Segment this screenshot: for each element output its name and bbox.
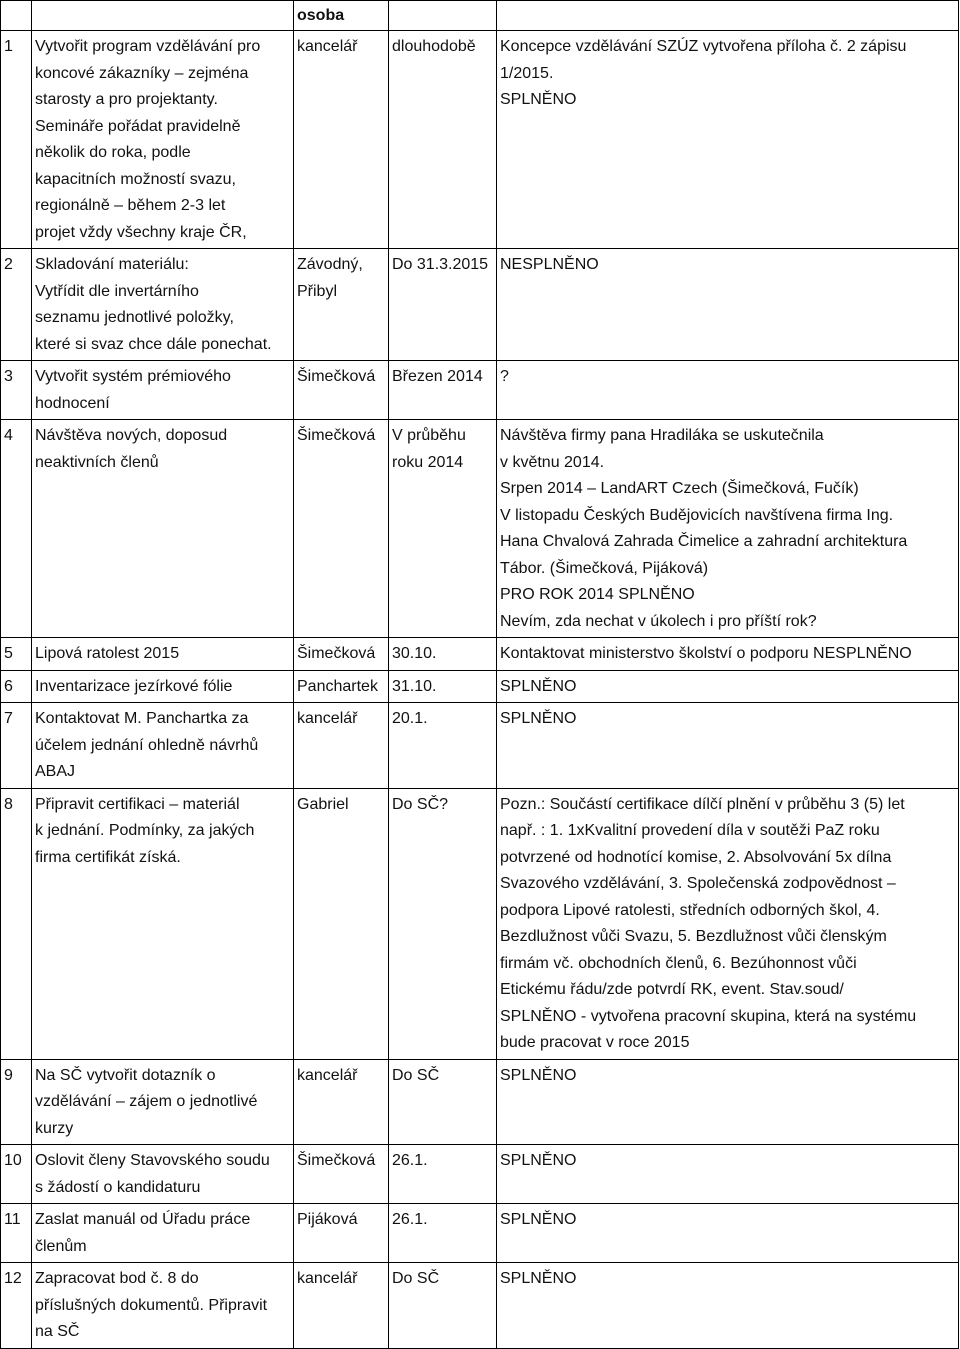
status-cell-line: potvrzené od hodnotící komise, 2. Absolvování 5x dílna bbox=[500, 848, 892, 866]
header-term-cell bbox=[389, 1, 497, 31]
term-cell-line: V průběhu bbox=[392, 427, 466, 444]
term-cell-line: 31.10. bbox=[392, 677, 437, 695]
status-cell-line: SPLNĚNO bbox=[500, 1152, 577, 1169]
person-cell-line: Šimečková bbox=[297, 368, 376, 385]
task-cell-line: Připravit certifikaci – materiál bbox=[35, 795, 240, 813]
task-cell bbox=[32, 788, 294, 1059]
person-cell-line: Přibyl bbox=[297, 282, 338, 300]
task-cell bbox=[32, 249, 294, 361]
table-row bbox=[1, 638, 959, 671]
row-number: 8 bbox=[1, 788, 32, 1059]
status-cell-line: SPLNĚNO bbox=[500, 91, 577, 108]
status-cell-line: SPLNĚNO bbox=[500, 710, 577, 727]
header-num-cell bbox=[1, 1, 32, 31]
row-number: 7 bbox=[1, 703, 32, 789]
term-cell-line: roku 2014 bbox=[392, 453, 464, 471]
term-cell bbox=[389, 249, 497, 361]
task-cell-line: Návštěva nových, doposud bbox=[35, 427, 228, 444]
status-cell bbox=[497, 249, 959, 361]
task-cell bbox=[32, 31, 294, 249]
task-cell-line: Na SČ vytvořit dotazník o bbox=[35, 1066, 216, 1084]
task-cell bbox=[32, 1263, 294, 1349]
term-cell-line: 26.1. bbox=[392, 1152, 428, 1169]
task-cell-line: Oslovit členy Stavovského soudu bbox=[35, 1152, 270, 1169]
table-row bbox=[1, 1059, 959, 1145]
task-cell-line: Vytvořit systém prémiového bbox=[35, 368, 231, 385]
task-cell-line: koncové zákazníky – zejména bbox=[35, 64, 249, 82]
term-cell-line: 20.1. bbox=[392, 710, 428, 727]
status-cell bbox=[497, 788, 959, 1059]
person-cell-line: Gabriel bbox=[297, 795, 349, 813]
table-row bbox=[1, 703, 959, 789]
status-cell bbox=[497, 1204, 959, 1263]
status-cell bbox=[497, 1059, 959, 1145]
status-cell-line: 1/2015. bbox=[500, 64, 554, 82]
row-number: 1 bbox=[1, 31, 32, 249]
person-cell bbox=[294, 1059, 389, 1145]
task-cell bbox=[32, 638, 294, 671]
term-cell-line: 30.10. bbox=[392, 645, 437, 662]
task-cell-line: příslušných dokumentů. Připravit bbox=[35, 1296, 268, 1314]
table-row bbox=[1, 420, 959, 638]
task-cell-line: Zapracovat bod č. 8 do bbox=[35, 1270, 199, 1287]
task-cell bbox=[32, 703, 294, 789]
row-number: 10 bbox=[1, 1145, 32, 1204]
task-cell bbox=[32, 1059, 294, 1145]
person-cell bbox=[294, 31, 389, 249]
table-row bbox=[1, 670, 959, 703]
row-number: 12 bbox=[1, 1263, 32, 1349]
task-cell-line: seznamu jednotlivé položky, bbox=[35, 309, 234, 326]
header-status-cell bbox=[497, 1, 959, 31]
status-cell-line: ? bbox=[500, 368, 509, 385]
term-cell bbox=[389, 638, 497, 671]
term-cell bbox=[389, 1263, 497, 1349]
table-row bbox=[1, 788, 959, 1059]
task-cell-line: vzdělávání – zájem o jednotlivé bbox=[35, 1093, 258, 1110]
task-cell-line: na SČ bbox=[35, 1323, 80, 1340]
term-cell-line: Do SČ bbox=[392, 1066, 440, 1084]
status-cell-line: firmám vč. obchodních členů, 6. Bezúhonnost vůči bbox=[500, 954, 857, 972]
status-cell-line: Návštěva firmy pana Hradiláka se uskutečnila bbox=[500, 427, 824, 444]
task-cell-line: Kontaktovat M. Panchartka za bbox=[35, 710, 249, 727]
status-cell-line: PRO ROK 2014 SPLNĚNO bbox=[500, 586, 695, 603]
status-cell bbox=[497, 31, 959, 249]
task-cell-line: několik do roka, podle bbox=[35, 144, 191, 161]
header-person-cell: osoba bbox=[294, 1, 389, 31]
status-cell bbox=[497, 703, 959, 789]
task-cell-line: Zaslat manuál od Úřadu práce bbox=[35, 1211, 251, 1228]
task-cell-line: firma certifikát získá. bbox=[35, 848, 181, 866]
task-cell-line: které si svaz chce dále ponechat. bbox=[35, 335, 272, 353]
task-cell-line: kurzy bbox=[35, 1119, 74, 1137]
status-cell bbox=[497, 1145, 959, 1204]
person-cell-line: kancelář bbox=[297, 1066, 358, 1084]
status-cell-line: např. : 1. 1xKvalitní provedení díla v soutěži PaZ roku bbox=[500, 822, 880, 839]
table-row bbox=[1, 1145, 959, 1204]
task-cell-line: Skladování materiálu: bbox=[35, 256, 189, 273]
task-cell-line: kapacitních možností svazu, bbox=[35, 170, 236, 188]
table-row bbox=[1, 31, 959, 249]
term-cell bbox=[389, 703, 497, 789]
table-row bbox=[1, 361, 959, 420]
row-number: 6 bbox=[1, 670, 32, 703]
task-cell bbox=[32, 420, 294, 638]
task-cell-line: hodnocení bbox=[35, 394, 110, 412]
term-cell bbox=[389, 1059, 497, 1145]
task-cell-line: projet vždy všechny kraje ČR, bbox=[35, 223, 247, 241]
status-cell-line: Tábor. (Šimečková, Pijáková) bbox=[500, 559, 709, 577]
status-cell-line: Svazového vzdělávání, 3. Společenská zodpovědnost – bbox=[500, 875, 896, 892]
term-cell-line: Do SČ? bbox=[392, 795, 449, 813]
table-header-row bbox=[1, 1, 959, 31]
person-cell-line: kancelář bbox=[297, 710, 358, 727]
term-cell bbox=[389, 31, 497, 249]
person-cell bbox=[294, 788, 389, 1059]
status-cell bbox=[497, 670, 959, 703]
status-cell bbox=[497, 1263, 959, 1349]
person-cell bbox=[294, 1145, 389, 1204]
status-cell-line: Kontaktovat ministerstvo školství o podporu NESPLNĚNO bbox=[500, 645, 912, 662]
person-cell bbox=[294, 1204, 389, 1263]
term-cell-line: 26.1. bbox=[392, 1211, 428, 1228]
status-cell-line: podpora Lipové ratolesti, středních odborných škol, 4. bbox=[500, 901, 880, 919]
status-cell-line: Hana Chvalová Zahrada Čimelice a zahradní architektura bbox=[500, 533, 908, 550]
person-cell-line: Závodný, bbox=[297, 256, 363, 273]
row-number: 3 bbox=[1, 361, 32, 420]
status-cell-line: bude pracovat v roce 2015 bbox=[500, 1034, 690, 1051]
person-cell bbox=[294, 1263, 389, 1349]
person-cell-line: Šimečková bbox=[297, 645, 376, 662]
task-cell-line: Lipová ratolest 2015 bbox=[35, 645, 180, 662]
status-cell-line: Etickému řádu/zde potvrdí RK, event. Stav.soud/ bbox=[500, 981, 844, 998]
task-cell-line: Semináře pořádat pravidelně bbox=[35, 117, 241, 135]
term-cell bbox=[389, 361, 497, 420]
status-cell-line: SPLNĚNO bbox=[500, 1270, 577, 1287]
status-cell-line: SPLNĚNO - vytvořena pracovní skupina, která na systému bbox=[500, 1007, 917, 1025]
person-cell bbox=[294, 638, 389, 671]
task-cell-line: regionálně – během 2-3 let bbox=[35, 197, 226, 214]
status-cell-line: Srpen 2014 – LandART Czech (Šimečková, Fučík) bbox=[500, 480, 859, 497]
status-cell bbox=[497, 420, 959, 638]
status-cell-line: Pozn.: Součástí certifikace dílčí plnění v průběhu 3 (5) let bbox=[500, 795, 905, 813]
task-cell bbox=[32, 670, 294, 703]
status-cell bbox=[497, 361, 959, 420]
term-cell bbox=[389, 788, 497, 1059]
task-cell-line: ABAJ bbox=[35, 763, 76, 780]
status-cell-line: V listopadu Českých Budějovicích navštívena firma Ing. bbox=[500, 506, 894, 524]
status-cell-line: Bezdlužnost vůči Svazu, 5. Bezdlužnost vůči členským bbox=[500, 928, 887, 945]
task-cell bbox=[32, 1145, 294, 1204]
person-cell bbox=[294, 361, 389, 420]
task-cell bbox=[32, 1204, 294, 1263]
person-cell bbox=[294, 703, 389, 789]
row-number: 2 bbox=[1, 249, 32, 361]
table-row bbox=[1, 1263, 959, 1349]
term-cell bbox=[389, 1145, 497, 1204]
row-number: 4 bbox=[1, 420, 32, 638]
row-number: 9 bbox=[1, 1059, 32, 1145]
person-cell bbox=[294, 249, 389, 361]
person-cell bbox=[294, 670, 389, 703]
person-cell-line: Panchartek bbox=[297, 677, 378, 695]
task-cell-line: členům bbox=[35, 1237, 87, 1255]
person-cell-line: Pijáková bbox=[297, 1211, 358, 1228]
table-row bbox=[1, 1204, 959, 1263]
term-cell bbox=[389, 670, 497, 703]
term-cell-line: Do 31.3.2015 bbox=[392, 256, 489, 273]
status-cell-line: NESPLNĚNO bbox=[500, 256, 599, 273]
task-cell-line: starosty a pro projektanty. bbox=[35, 91, 218, 108]
status-cell bbox=[497, 638, 959, 671]
person-cell bbox=[294, 420, 389, 638]
task-cell-line: s žádostí o kandidaturu bbox=[35, 1178, 201, 1196]
person-cell-line: kancelář bbox=[297, 1270, 358, 1287]
person-cell-line: kancelář bbox=[297, 38, 358, 55]
task-cell-line: Vytvořit program vzdělávání pro bbox=[35, 38, 261, 55]
row-number: 11 bbox=[1, 1204, 32, 1263]
status-cell-line: Koncepce vzdělávání SZÚZ vytvořena příloha č. 2 zápisu bbox=[500, 38, 907, 55]
task-cell-line: neaktivních členů bbox=[35, 453, 159, 471]
term-cell-line: Březen 2014 bbox=[392, 368, 483, 385]
task-cell bbox=[32, 361, 294, 420]
term-cell bbox=[389, 1204, 497, 1263]
term-cell bbox=[389, 420, 497, 638]
status-cell-line: SPLNĚNO bbox=[500, 677, 577, 695]
status-cell-line: SPLNĚNO bbox=[500, 1066, 577, 1084]
task-cell-line: Vytřídit dle invertárního bbox=[35, 282, 199, 300]
header-task-cell bbox=[32, 1, 294, 31]
term-cell-line: Do SČ bbox=[392, 1270, 440, 1287]
person-cell-line: Šimečková bbox=[297, 427, 376, 444]
task-cell-line: Inventarizace jezírkové fólie bbox=[35, 677, 233, 695]
person-cell-line: Šimečková bbox=[297, 1152, 376, 1169]
table-row bbox=[1, 249, 959, 361]
status-cell-line: Nevím, zda nechat v úkolech i pro příští rok? bbox=[500, 612, 817, 630]
status-cell-line: SPLNĚNO bbox=[500, 1211, 577, 1228]
task-cell-line: k jednání. Podmínky, za jakých bbox=[35, 822, 255, 839]
status-cell-line: v květnu 2014. bbox=[500, 453, 605, 471]
row-number: 5 bbox=[1, 638, 32, 671]
task-cell-line: účelem jednání ohledně návrhů bbox=[35, 736, 259, 754]
term-cell-line: dlouhodobě bbox=[392, 38, 476, 55]
